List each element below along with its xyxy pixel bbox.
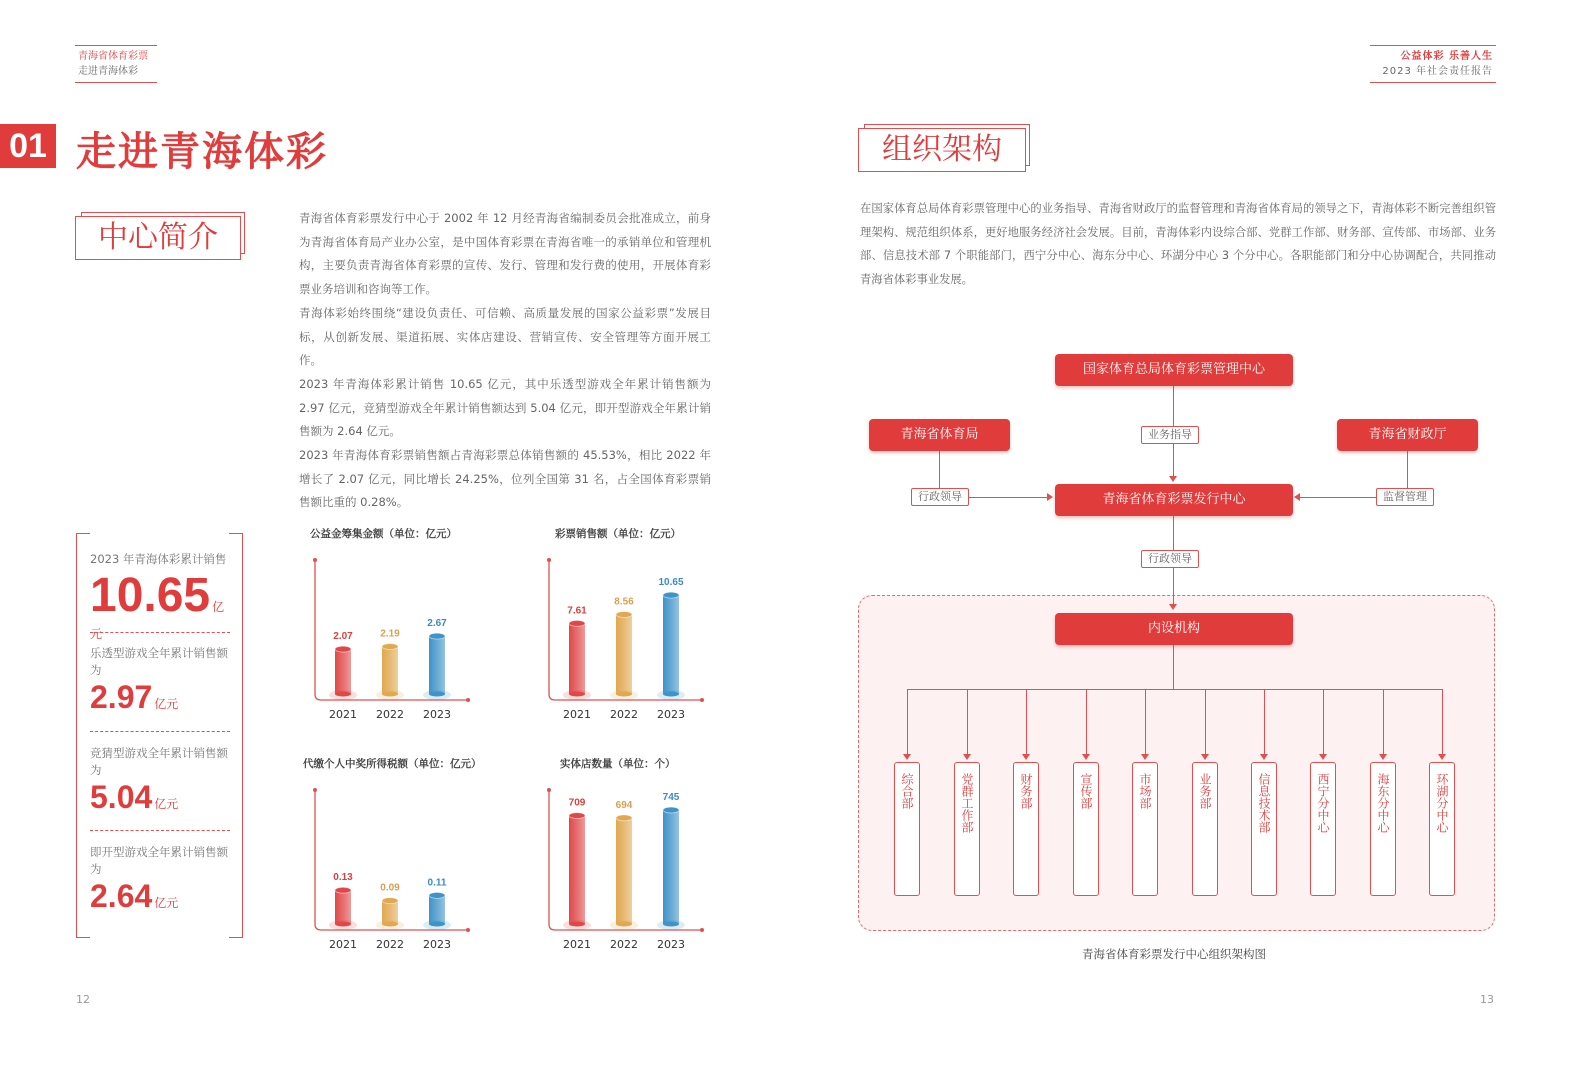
- intro-title: 中心简介: [75, 216, 241, 260]
- node-issuing-center: 青海省体育彩票发行中心: [1055, 484, 1293, 516]
- data-label: 8.56: [614, 596, 634, 608]
- org-chart-caption: 青海省体育彩票发行中心组织架构图: [1082, 947, 1266, 961]
- bar-top: [335, 646, 351, 652]
- data-label: 745: [662, 792, 680, 804]
- axis-end-dot: [700, 698, 704, 702]
- x-tick-label: 2021: [563, 938, 591, 951]
- department-box: 市场部: [1132, 762, 1158, 896]
- arrow-down-icon: [1169, 604, 1177, 610]
- arrow-down-icon: [1022, 754, 1030, 760]
- intro-text: [299, 207, 711, 515]
- chart-title: 代缴个人中奖所得税额（单位：亿元）: [303, 758, 482, 770]
- department-box: 财务部: [1013, 762, 1039, 896]
- axis-end-dot: [313, 788, 317, 792]
- stat-unit: 亿元: [90, 600, 225, 641]
- x-tick-label: 2022: [376, 708, 404, 721]
- arrow-down-icon: [963, 754, 971, 760]
- department-box: 宣传部: [1073, 762, 1099, 896]
- bar-top: [335, 887, 351, 893]
- header-right-subtitle: 2023 年社会责任报告: [1382, 66, 1493, 77]
- bar-bottom: [663, 692, 679, 697]
- data-label: 0.11: [427, 877, 447, 889]
- intro-paragraph: 青海省体育彩票发行中心于 2002 年 12 月经青海省编制委员会批准成立，前身为青海省体育局产业办公室，是中国体育彩票在青海省唯一的承销单位和管理机构，主要负责青海省体育彩票的宣传、发行、管理和发行费的使用，开展体育彩票业务培训和咨询等工作。: [299, 211, 711, 297]
- connector: [1383, 689, 1384, 755]
- bar-bottom: [335, 692, 351, 697]
- x-tick-label: 2021: [329, 938, 357, 951]
- axis-end-dot: [313, 558, 317, 562]
- tag-supervision: 监督管理: [1376, 488, 1434, 506]
- header-left: [75, 45, 157, 83]
- page-number-left: 12: [76, 993, 90, 1006]
- divider: [90, 731, 230, 732]
- bar-bottom: [429, 692, 445, 697]
- sales-stats-panel: [76, 533, 243, 938]
- stat-value: 2.97: [90, 679, 153, 715]
- arrow-down-icon: [1379, 754, 1387, 760]
- connector: [1205, 689, 1206, 755]
- stat-unit: 亿元: [154, 797, 179, 811]
- chart-welfare-fund: [300, 526, 457, 721]
- department-box: 海东分中心: [1370, 762, 1396, 896]
- node-national-center: 国家体育总局体育彩票管理中心: [1055, 354, 1293, 386]
- arrow-down-icon: [903, 754, 911, 760]
- bar: [382, 901, 398, 924]
- node-finance-dept: 青海省财政厅: [1337, 419, 1478, 451]
- bracket-left: [76, 533, 90, 938]
- department-box: 信息技术部: [1251, 762, 1277, 896]
- department-box: 西宁分中心: [1310, 762, 1336, 896]
- stat-unit: 亿元: [154, 896, 179, 910]
- node-sports-bureau: 青海省体育局: [869, 419, 1010, 451]
- connector: [1264, 689, 1265, 755]
- chart-svg: [300, 546, 490, 746]
- stat-instant: [90, 844, 230, 915]
- data-label: 2.67: [427, 618, 447, 630]
- x-tick-label: 2022: [610, 708, 638, 721]
- divider: [90, 830, 230, 831]
- stat-label: 即开型游戏全年累计销售额为: [90, 845, 228, 876]
- connector: [1086, 689, 1087, 755]
- arrow-down-icon: [1082, 754, 1090, 760]
- bar-bottom: [569, 922, 585, 927]
- x-tick-label: 2023: [657, 708, 685, 721]
- tag-admin-leadership: 行政领导: [911, 488, 969, 506]
- org-description: 在国家体育总局体育彩票管理中心的业务指导、青海省财政厅的监督管理和青海省体育局的领导之下，青海体彩不断完善组织管理架构、规范组织体系，更好地服务经济社会发展。目前，青海体彩内设综合部、党群工作部、财务部、宣传部、市场部、业务部、信息技术部 7 个职能部门，西宁分中心、海东分中心、环湖分中心 3 个分中心。各职能部门和分中心协调配合，共同推动青海省体彩事业发展。: [860, 202, 1496, 287]
- connector: [1173, 645, 1174, 689]
- section-number: 01: [0, 124, 56, 168]
- bar-bottom: [569, 692, 585, 697]
- bar: [663, 810, 679, 924]
- bar-top: [616, 815, 632, 821]
- arrow-down-icon: [1141, 754, 1149, 760]
- bar-top: [569, 813, 585, 819]
- stat-value: 2.64: [90, 878, 153, 914]
- bar: [382, 647, 398, 694]
- stat-value: 5.04: [90, 779, 153, 815]
- bar: [429, 636, 445, 694]
- connector: [1145, 689, 1146, 755]
- bar: [569, 623, 585, 694]
- x-tick-label: 2023: [423, 938, 451, 951]
- bracket-right: [229, 533, 243, 938]
- bar-top: [569, 620, 585, 626]
- bar-top: [429, 633, 445, 639]
- department-box: 党群工作部: [954, 762, 980, 896]
- connector: [1323, 689, 1324, 755]
- arrow-down-icon: [1260, 754, 1268, 760]
- bar-bottom: [616, 692, 632, 697]
- connector: [967, 689, 968, 755]
- connector: [907, 689, 1443, 690]
- arrow-left-icon: [1294, 493, 1300, 501]
- bar-top: [663, 807, 679, 813]
- department-box: 业务部: [1192, 762, 1218, 896]
- bar-bottom: [663, 922, 679, 927]
- stat-label: 2023 年青海体彩累计销售: [90, 552, 227, 566]
- data-label: 709: [568, 797, 586, 809]
- stat-value: 10.65: [90, 569, 211, 622]
- chart-title: 公益金筹集金额（单位：亿元）: [310, 528, 457, 540]
- intro-paragraph: 青海体彩始终围绕“建设负责任、可信赖、高质量发展的国家公益彩票”发展目标，从创新发展、渠道拓展、实体店建设、营销宣传、安全管理等方面开展工作。: [299, 305, 711, 368]
- bar-top: [616, 612, 632, 618]
- header-right: [1370, 45, 1496, 83]
- arrow-right-icon: [1047, 493, 1053, 501]
- arrow-down-icon: [1438, 754, 1446, 760]
- stat-total: [90, 551, 230, 642]
- chart-store-count: [534, 756, 685, 951]
- x-tick-label: 2023: [657, 938, 685, 951]
- x-tick-label: 2022: [376, 938, 404, 951]
- data-label: 0.09: [380, 882, 400, 894]
- header-left-subtitle: 走进青海体彩: [78, 66, 138, 77]
- arrow-down-icon: [1319, 754, 1327, 760]
- divider: [90, 632, 230, 633]
- bar-bottom: [382, 922, 398, 927]
- stat-unit: 亿元: [154, 697, 179, 711]
- bar-bottom: [429, 922, 445, 927]
- chart-income-tax: [300, 756, 482, 951]
- chart-title: 实体店数量（单位：个）: [560, 758, 676, 770]
- chart-title: 彩票销售额（单位：亿元）: [555, 528, 681, 540]
- tag-business-guidance: 业务指导: [1141, 426, 1199, 444]
- bar: [429, 895, 445, 924]
- x-tick-label: 2023: [423, 708, 451, 721]
- bar-top: [382, 644, 398, 650]
- connector: [907, 689, 908, 755]
- chart-svg: [300, 776, 490, 976]
- tag-admin-leadership: 行政领导: [1141, 550, 1199, 568]
- data-label: 0.13: [333, 872, 353, 884]
- x-tick-label: 2021: [563, 708, 591, 721]
- axis-end-dot: [547, 558, 551, 562]
- bar-bottom: [616, 922, 632, 927]
- bar-top: [663, 592, 679, 598]
- node-internal-org: 内设机构: [1055, 613, 1293, 645]
- axis-end-dot: [700, 928, 704, 932]
- data-label: 10.65: [658, 577, 684, 589]
- intro-paragraph: 2023 年青海体彩累计销售 10.65 亿元，其中乐透型游戏全年累计销售额为 2.97 亿元，竞猜型游戏全年累计销售额达到 5.04 亿元，即开型游戏全年累计销售额为 2.64 亿元。: [299, 376, 711, 439]
- x-tick-label: 2022: [610, 938, 638, 951]
- bar: [569, 816, 585, 924]
- header-left-title: 青海省体育彩票: [78, 51, 148, 62]
- bar-bottom: [382, 692, 398, 697]
- org-title: 组织架构: [858, 128, 1026, 172]
- axis-end-dot: [466, 928, 470, 932]
- department-box: 综合部: [894, 762, 920, 896]
- bar: [335, 890, 351, 924]
- axis-end-dot: [547, 788, 551, 792]
- bar: [616, 818, 632, 924]
- data-label: 2.19: [380, 628, 400, 640]
- data-label: 694: [615, 799, 633, 811]
- stat-label: 竞猜型游戏全年累计销售额为: [90, 746, 228, 777]
- arrow-down-icon: [1169, 476, 1177, 482]
- data-label: 7.61: [567, 605, 587, 617]
- header-right-slogan: 公益体彩 乐善人生: [1400, 51, 1493, 62]
- bar-bottom: [335, 922, 351, 927]
- intro-paragraph: 2023 年青海体育彩票销售额占青海彩票总体销售额的 45.53%，相比 2022 年增长了 2.07 亿元，同比增长 24.25%，位列全国第 31 名，占全国体育彩票销售额比重的 0.28%。: [299, 448, 711, 510]
- bar-top: [429, 892, 445, 898]
- section-title: 走进青海体彩: [76, 129, 328, 175]
- department-box: 环湖分中心: [1429, 762, 1455, 896]
- chart-lottery-sales: [534, 526, 685, 721]
- chart-svg: [534, 546, 724, 746]
- x-tick-label: 2021: [329, 708, 357, 721]
- connector: [1442, 689, 1443, 755]
- arrow-down-icon: [1201, 754, 1209, 760]
- bar: [663, 595, 679, 694]
- page-number-right: 13: [1480, 993, 1494, 1006]
- axis-end-dot: [466, 698, 470, 702]
- bar: [335, 649, 351, 694]
- stat-quiz: [90, 745, 230, 816]
- bar-top: [382, 898, 398, 904]
- chart-svg: [534, 776, 724, 976]
- stat-lotto: [90, 645, 230, 716]
- bar: [616, 615, 632, 694]
- stat-label: 乐透型游戏全年累计销售额为: [90, 646, 228, 677]
- data-label: 2.07: [333, 631, 353, 643]
- connector: [1026, 689, 1027, 755]
